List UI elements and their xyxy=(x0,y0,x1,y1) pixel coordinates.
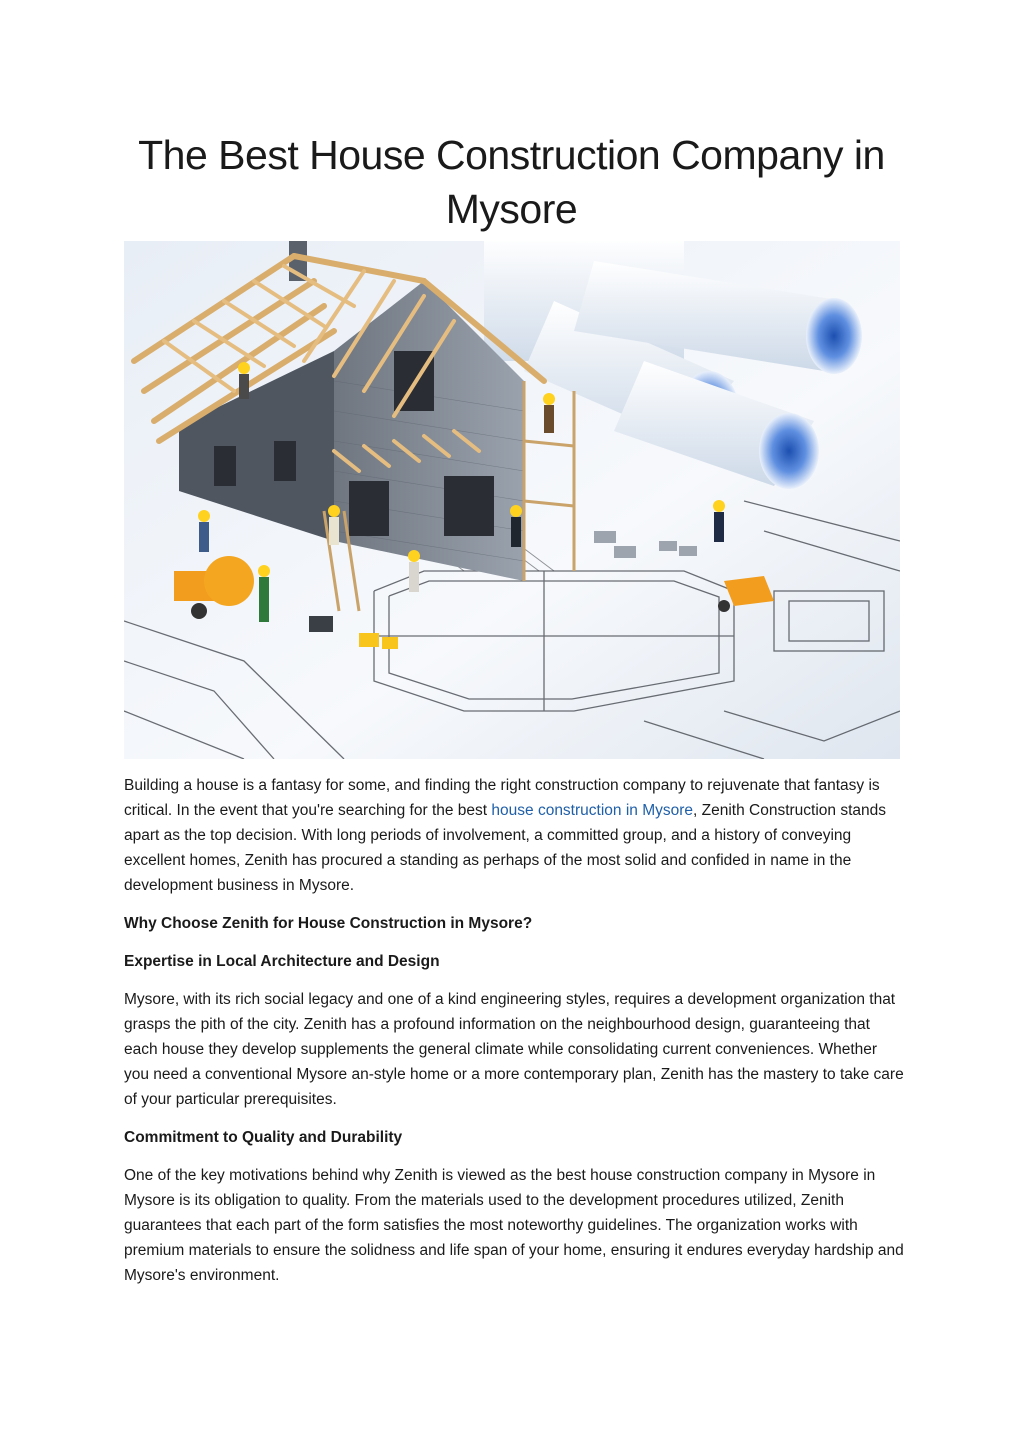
page-title xyxy=(100,128,923,236)
intro-paragraph xyxy=(124,773,904,898)
intro-text-before-link: Building a house is a fantasy for some, and finding the right construction company to rejuvenate that fantasy is critical. In the event that you're searching for the best xyxy=(124,777,880,819)
house-construction-link[interactable]: house construction in Mysore xyxy=(491,802,694,819)
page-title-line-1: The Best House Construction Company in xyxy=(138,132,885,178)
heading-quality: Commitment to Quality and Durability xyxy=(124,1129,403,1146)
quality-paragraph: One of the key motivations behind why Zenith is viewed as the best house construction company in Mysore in Mysore is its obligation to quality. From the materials used to the development procedures utilized, Zenith guarantees that each part of the form satisfies the most noteworthy guidelines. The organization works with premium materials to ensure the solidness and life span of your home, ensuring it endures everyday hardship and Mysore's environment. xyxy=(124,1167,904,1284)
heading-expertise: Expertise in Local Architecture and Design xyxy=(124,953,440,970)
page-title-line-2: Mysore xyxy=(445,186,578,232)
heading-why-choose: Why Choose Zenith for House Construction in Mysore? xyxy=(124,915,533,932)
house-construction-image xyxy=(124,241,900,759)
article-body xyxy=(124,773,904,1301)
expertise-paragraph: Mysore, with its rich social legacy and one of a kind engineering styles, requires a development organization that grasps the pith of the city. Zenith has a profound information on the neighbourhood design, guaranteeing that each house they develop supplements the general climate while consolidating current conveniences. Whether you need a conventional Mysore an-style home or a more contemporary plan, Zenith has the mastery to take care of your particular prerequisites. xyxy=(124,991,904,1108)
intro-text-after-link: , Zenith Construction stands apart as the top decision. With long periods of involvement, a committed group, and a history of conveying excellent homes, Zenith has procured a standing as perhaps of the most solid and confided in name in the development business in Mysore. xyxy=(124,802,887,894)
